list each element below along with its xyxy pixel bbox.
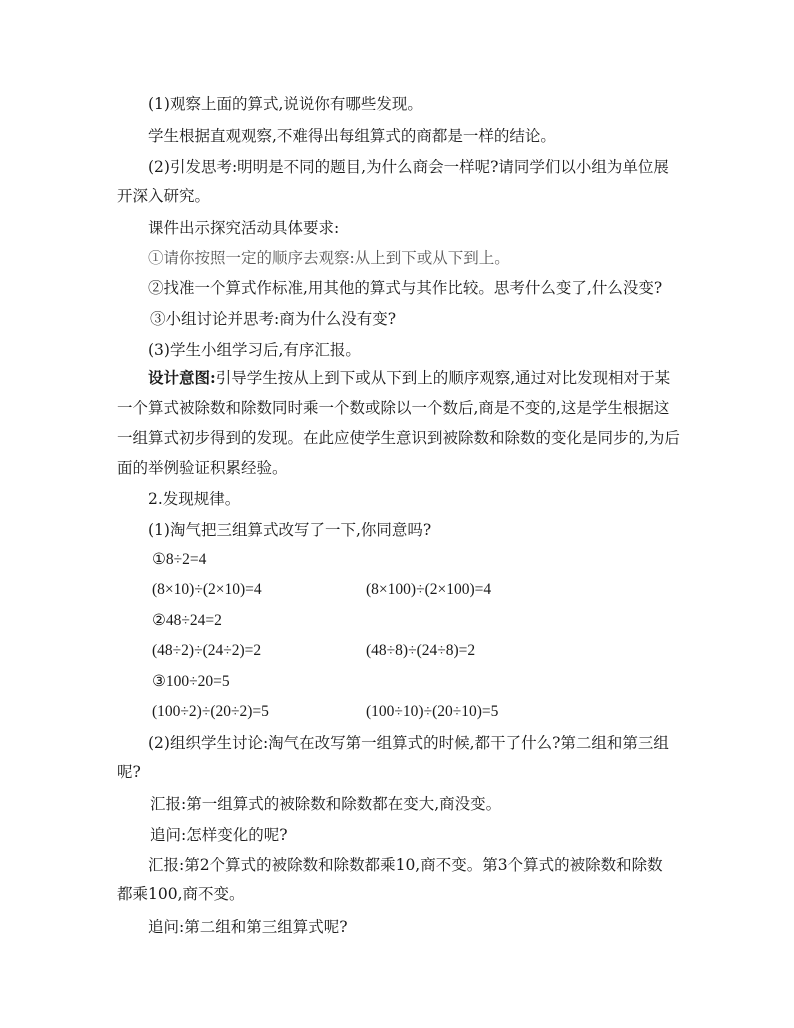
report-2-line2: 都乘100,商不变。	[117, 885, 245, 903]
paragraph-think-line1: (2)引发思考:明明是不同的题目,为什么商会一样呢?请同学们以小组为单位展	[148, 158, 669, 176]
design-intent-label: 设计意图:	[148, 368, 216, 387]
requirement-2: ②找准一个算式作标准,用其他的算式与其作比较。思考什么变了,什么没变?	[148, 279, 663, 297]
equation-2b: (48÷8)÷(24÷8)=2	[366, 642, 476, 659]
equation-3b: (100÷10)÷(20÷10)=5	[366, 703, 499, 720]
design-intent-line1	[148, 368, 670, 388]
followup-2: 追问:第二组和第三组算式呢?	[148, 918, 348, 936]
question-rewrite: (1)淘气把三组算式改写了一下,你同意吗?	[148, 521, 432, 539]
design-intent-line3: 一组算式初步得到的发现。在此应使学生意识到被除数和除数的变化是同步的,为后	[117, 429, 680, 447]
report-1: 汇报:第一组算式的被除数和除数都在变大,商没变。	[150, 795, 502, 813]
followup-1: 追问:怎样变化的呢?	[150, 826, 288, 844]
equation-1: ①8÷2=4	[152, 551, 207, 568]
paragraph-requirements: 课件出示探究活动具体要求:	[148, 219, 340, 237]
equation-3: ③100÷20=5	[152, 673, 230, 690]
requirement-1: ①请你按照一定的顺序去观察:从上到下或从下到上。	[148, 249, 510, 267]
equation-1b: (8×100)÷(2×100)=4	[366, 581, 492, 598]
paragraph-think-line2: 开深入研究。	[117, 187, 211, 205]
equation-1a: (8×10)÷(2×10)=4	[152, 581, 262, 598]
section-discover-rule: 2.发现规律。	[148, 490, 241, 508]
paragraph-report: (3)学生小组学习后,有序汇报。	[148, 341, 361, 359]
paragraph-student-conclusion: 学生根据直观观察,不难得出每组算式的商都是一样的结论。	[148, 127, 556, 145]
paragraph-discussion-line1: (2)组织学生讨论:淘气在改写第一组算式的时候,都干了什么?第二组和第三组	[148, 734, 669, 752]
paragraph-discussion-line2: 呢?	[117, 763, 141, 781]
requirement-3: ③小组讨论并思考:商为什么没有变?	[150, 310, 397, 328]
paragraph-observe: (1)观察上面的算式,说说你有哪些发现。	[148, 95, 423, 113]
equation-2a: (48÷2)÷(24÷2)=2	[152, 642, 262, 659]
report-2-line1: 汇报:第2个算式的被除数和除数都乘10,商不变。第3个算式的被除数和除数	[148, 856, 663, 874]
equation-2: ②48÷24=2	[152, 612, 222, 629]
equation-3a: (100÷2)÷(20÷2)=5	[152, 703, 269, 720]
design-intent-text: 引导学生按从上到下或从下到上的顺序观察,通过对比发现相对于某	[215, 369, 671, 387]
design-intent-line4: 面的举例验证积累经验。	[117, 459, 288, 477]
design-intent-line2: 一个算式被除数和除数同时乘一个数或除以一个数后,商是不变的,这是学生根据这	[117, 399, 670, 417]
